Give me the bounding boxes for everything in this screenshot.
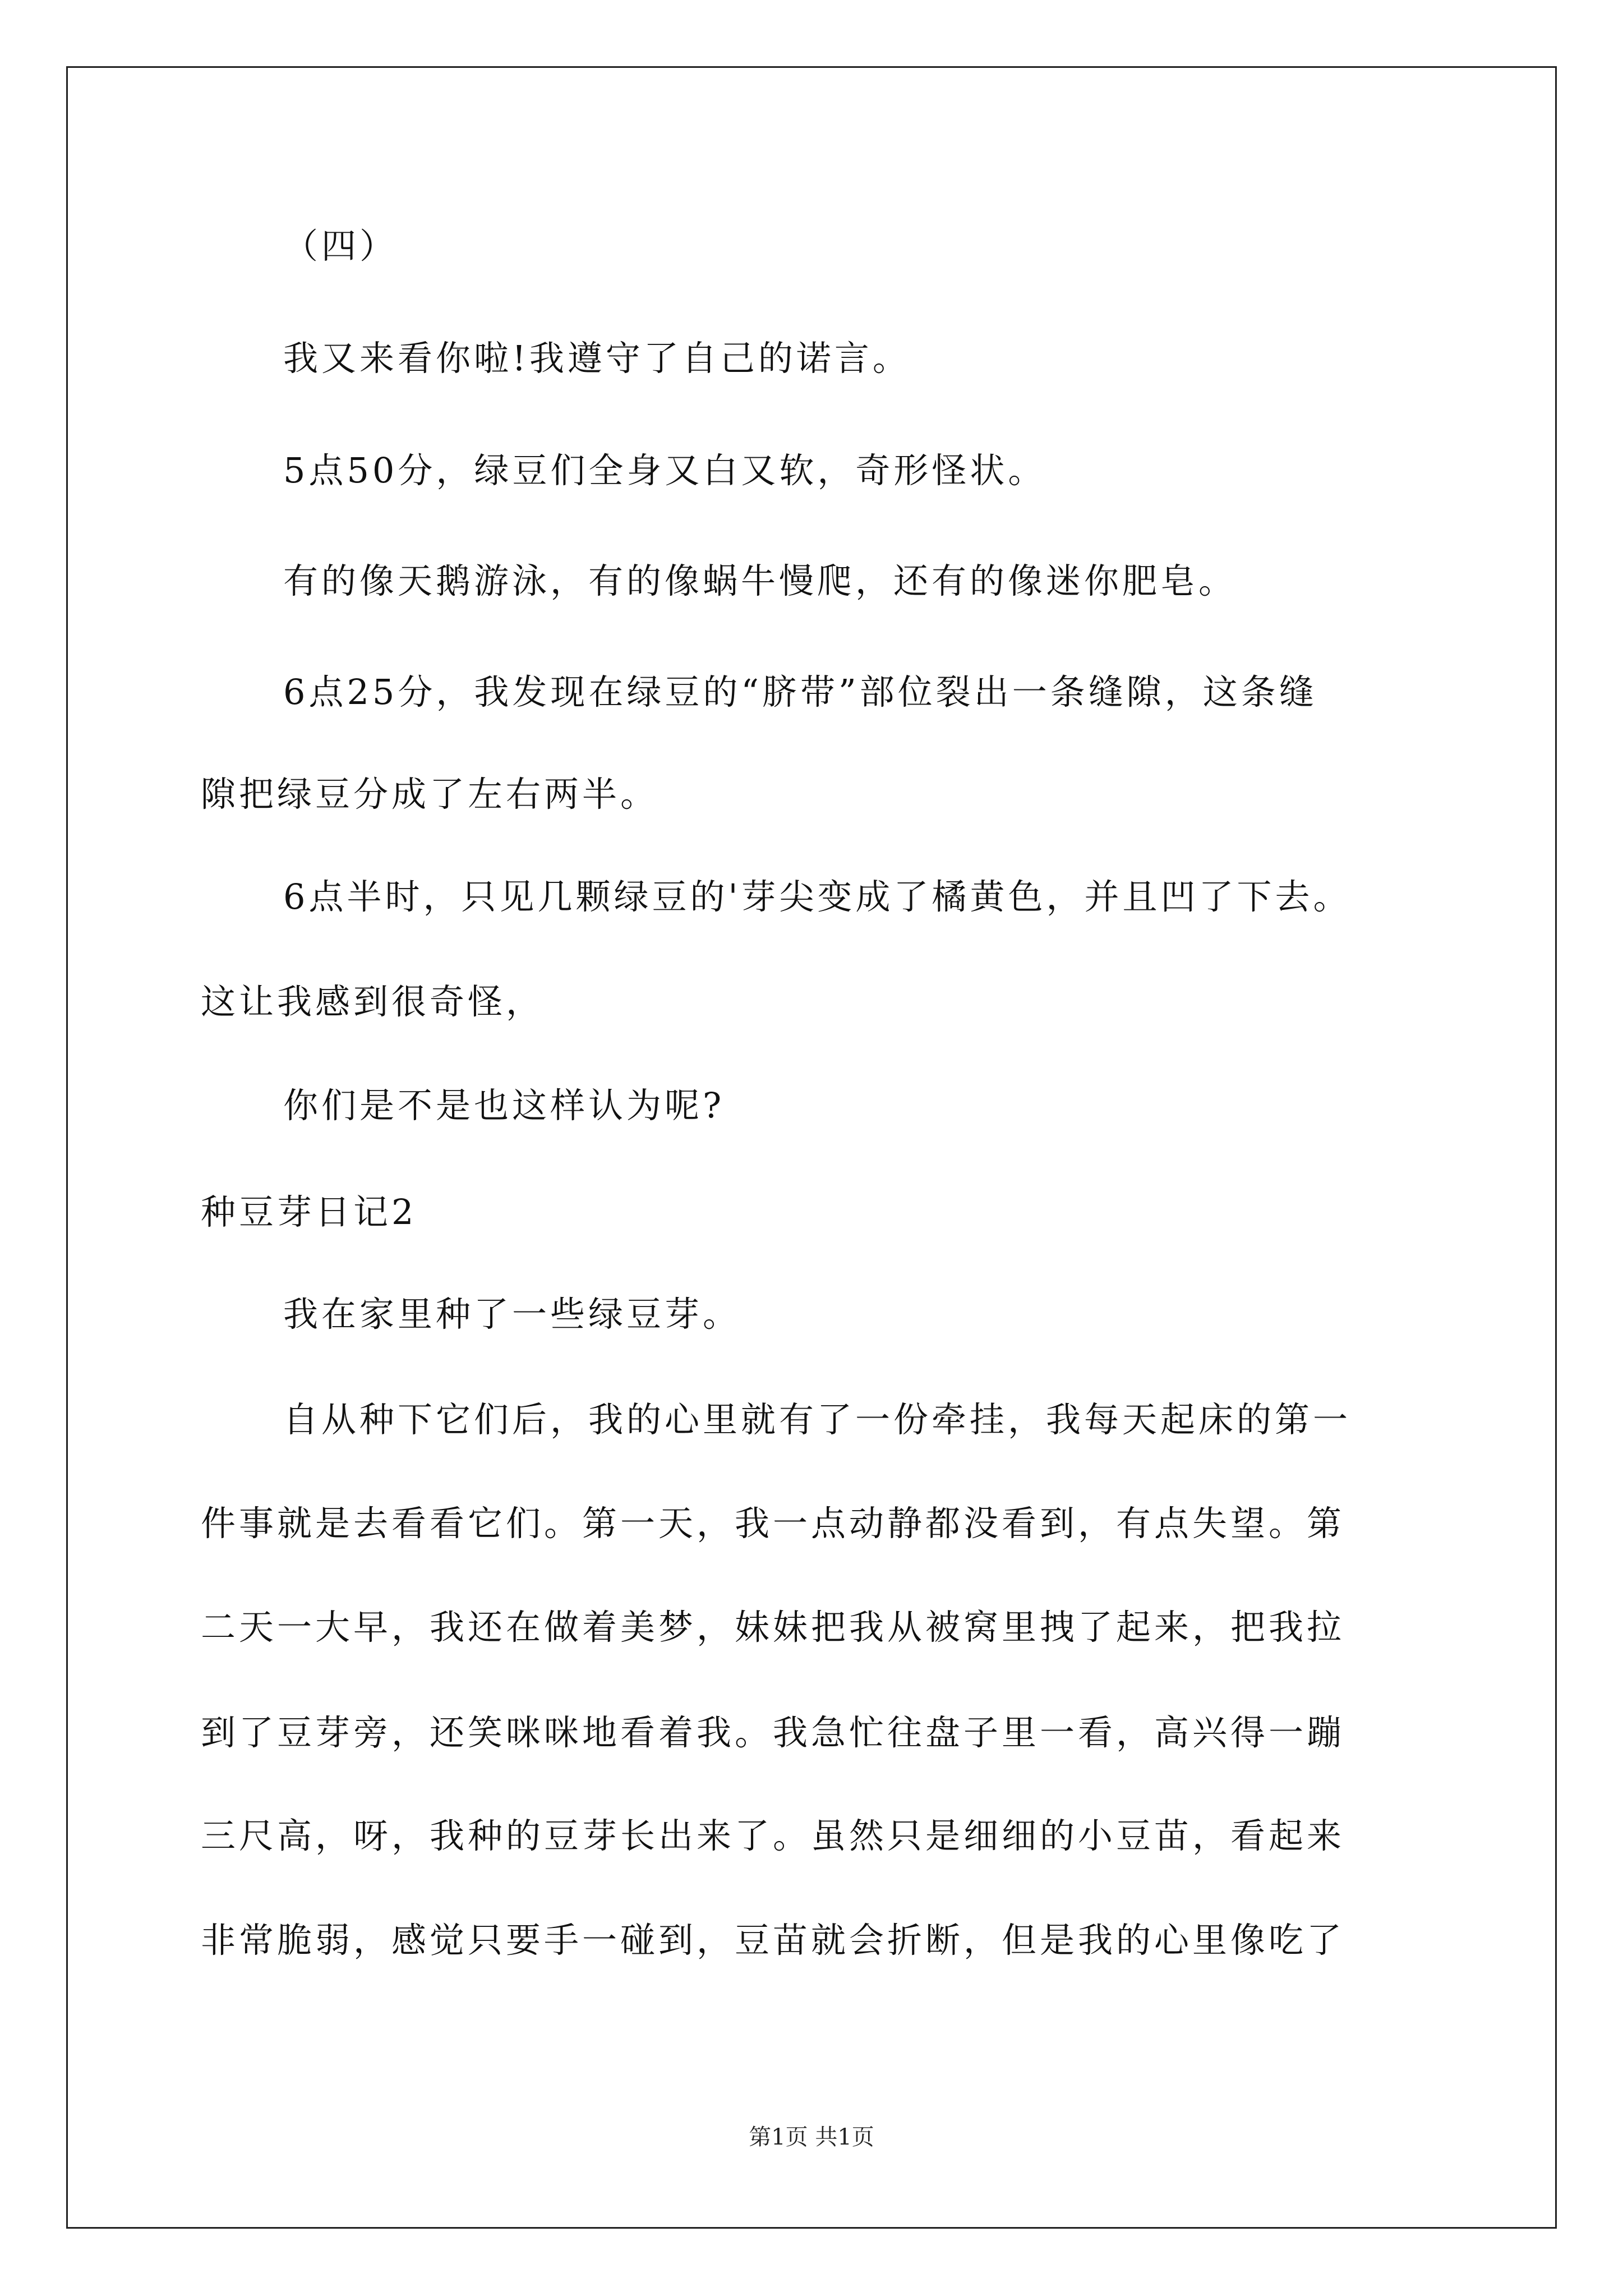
paragraph-line: 我在家里种了一些绿豆芽。 bbox=[283, 1294, 741, 1335]
paragraph-line: 你们是不是也这样认为呢? bbox=[283, 1085, 725, 1126]
page-footer: 第1页 共1页 bbox=[749, 2124, 874, 2150]
paragraph-line: 非常脆弱，感觉只要手一碰到，豆苗就会折断，但是我的心里像吃了 bbox=[201, 1920, 1345, 1961]
paragraph-line: 这让我感到很奇怪， bbox=[201, 981, 545, 1022]
paragraph-line: 件事就是去看看它们。第一天，我一点动静都没看到，有点失望。第 bbox=[201, 1503, 1345, 1544]
paragraph-line: 有的像天鹅游泳，有的像蜗牛慢爬，还有的像迷你肥皂。 bbox=[283, 560, 1237, 601]
section-number: （四） bbox=[283, 226, 398, 266]
paragraph-line: 6点半时，只见几颗绿豆的'芽尖变成了橘黄色，并且凹了下去。 bbox=[283, 876, 1352, 917]
paragraph-line: 自从种下它们后，我的心里就有了一份牵挂，我每天起床的第一 bbox=[283, 1399, 1352, 1440]
paragraph-line: 6点25分，我发现在绿豆的“脐带”部位裂出一条缝隙，这条缝 bbox=[283, 671, 1317, 712]
paragraph-line: 我又来看你啦!我遵守了自己的诺言。 bbox=[283, 338, 911, 379]
diary-title: 种豆芽日记2 bbox=[201, 1191, 417, 1232]
paragraph-line: 二天一大早，我还在做着美梦，妹妹把我从被窝里拽了起来，把我拉 bbox=[201, 1607, 1345, 1648]
page-border bbox=[66, 66, 1557, 2229]
paragraph-line: 三尺高，呀，我种的豆芽长出来了。虽然只是细细的小豆苗，看起来 bbox=[201, 1815, 1345, 1856]
paragraph-line: 5点50分，绿豆们全身又白又软，奇形怪状。 bbox=[283, 450, 1046, 491]
paragraph-line: 隙把绿豆分成了左右两半。 bbox=[201, 774, 659, 815]
paragraph-line: 到了豆芽旁，还笑咪咪地看着我。我急忙往盘子里一看，高兴得一蹦 bbox=[201, 1712, 1345, 1753]
